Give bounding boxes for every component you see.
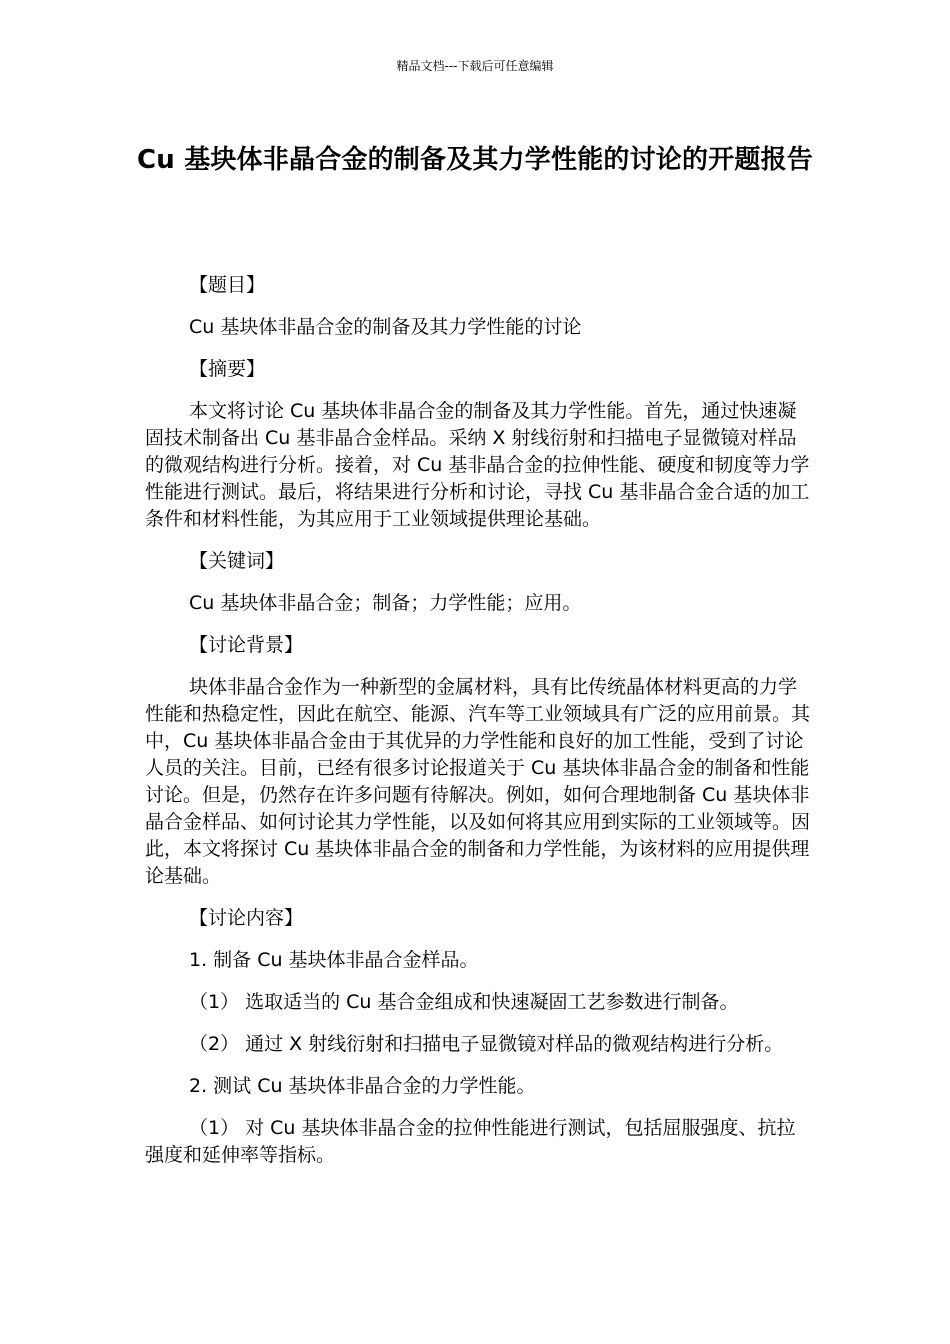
- keywords-text: Cu 基块体非晶合金；制备；力学性能；应用。: [189, 592, 582, 614]
- content-item-1-1: （1） 选取适当的 Cu 基合金组成和快速凝固工艺参数进行制备。: [189, 991, 739, 1013]
- content-item-2: 2. 测试 Cu 基块体非晶合金的力学性能。: [189, 1075, 536, 1097]
- topic-heading: 【题目】: [189, 274, 266, 296]
- document-body: [145, 272, 810, 1169]
- keywords-heading: 【关键词】: [189, 550, 285, 572]
- content-item-1-2: （2） 通过 X 射线衍射和扫描电子显微镜对样品的微观结构进行分析。: [189, 1033, 784, 1055]
- background-paragraph: 块体非晶合金作为一种新型的金属材料，具有比传统晶体材料更高的力学性能和热稳定性，因此在航空、能源、汽车等工业领域具有广泛的应用前景。其中，Cu 基块体非晶合金由于其优异的力学性能和良好的加工性能，受到了讨论人员的关注。目前，已经有很多讨论报道关于 Cu 基块体非晶合金的制备和性能讨论。但是，仍然存在许多问题有待解决。例如，如何合理地制备 Cu 基块体非晶合金样品、如何讨论其力学性能，以及如何将其应用到实际的工业领域等。因此，本文将探讨 Cu 基块体非晶合金的制备和力学性能，为该材料的应用提供理论基础。: [145, 676, 811, 887]
- document-title: Cu 基块体非晶合金的制备及其力学性能的讨论的开题报告: [136, 145, 814, 175]
- header-note: 精品文档---下载后可任意编辑: [396, 59, 554, 73]
- content-heading: 【讨论内容】: [189, 907, 304, 929]
- content-item-2-1: （1） 对 Cu 基块体非晶合金的拉伸性能进行测试，包括屈服强度、抗拉强度和延伸率等指标。: [145, 1117, 796, 1166]
- abstract-paragraph: 本文将讨论 Cu 基块体非晶合金的制备及其力学性能。首先，通过快速凝固技术制备出 Cu 基非晶合金样品。采纳 X 射线衍射和扫描电子显微镜对样品的微观结构进行分析。接着，对 Cu 基非晶合金的拉伸性能、硬度和韧度等力学性能进行测试。最后，将结果进行分析和讨论，寻找 Cu 基非晶合金合适的加工条件和材料性能，为其应用于工业领域提供理论基础。: [145, 400, 810, 530]
- background-heading: 【讨论背景】: [189, 634, 304, 656]
- abstract-heading: 【摘要】: [189, 358, 266, 380]
- content-item-1: 1. 制备 Cu 基块体非晶合金样品。: [189, 949, 479, 971]
- topic-text: Cu 基块体非晶合金的制备及其力学性能的讨论: [189, 316, 582, 338]
